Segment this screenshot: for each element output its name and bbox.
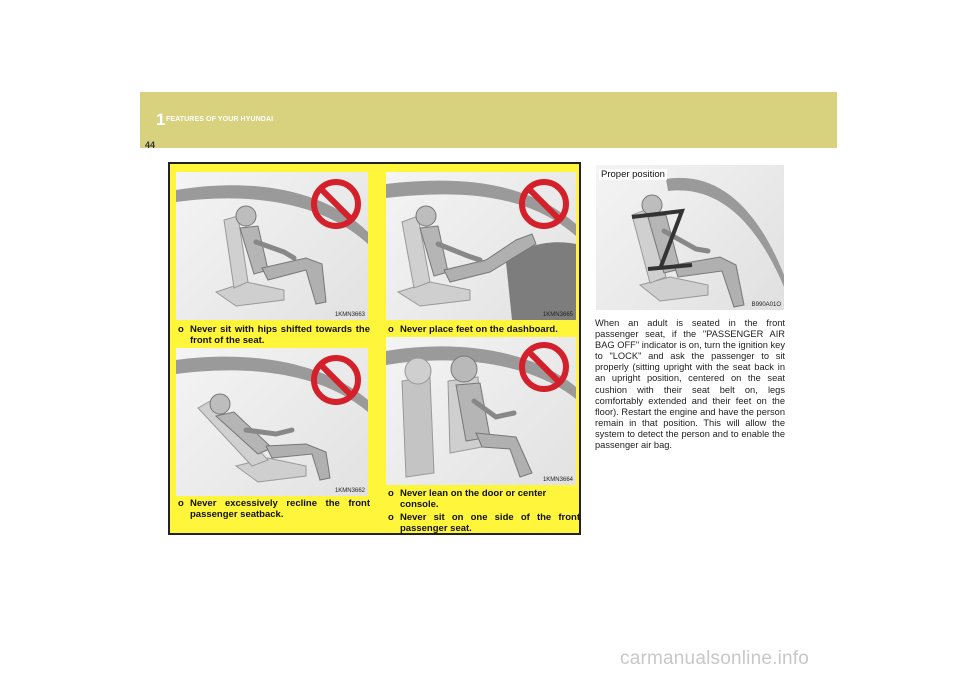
bullet-marker: o xyxy=(178,498,184,509)
page-number: 44 xyxy=(145,140,156,150)
illustration-proper-position xyxy=(596,165,784,310)
prohibited-icon xyxy=(310,354,362,406)
watermark: carmanualsonline.info xyxy=(620,648,810,669)
figure-code: 1KMN3665 xyxy=(542,312,573,318)
bullet-marker: o xyxy=(178,324,184,335)
prohibited-icon xyxy=(310,178,362,230)
warning-text: Never sit on one side of the front passenger seat. xyxy=(400,512,580,534)
warning-panel xyxy=(168,162,581,535)
chapter-number: 1 xyxy=(156,110,166,129)
warning-text: Never sit with hips shifted towards the front of the seat. xyxy=(190,324,370,346)
body-paragraph: When an adult is seated in the front passenger seat, if the "PASSENGER AIR BAG OFF" indicator is on, turn the ignition key to "LOCK" and ask the passenger to sit properly (sitting upright with the seat back in an upright position, centered on the seat cushion with their seat belt on, legs comfortably extended and their feet on the floor). Restart the engine and have the person remain in that position. This will allow the system to detect the person and to enable the passenger air bag. xyxy=(595,318,785,451)
figure-lean-door xyxy=(386,337,576,485)
figure-code: 1KMN3663 xyxy=(334,312,365,318)
bullet-marker: o xyxy=(388,324,394,335)
warning-text: Never lean on the door or center console. xyxy=(400,488,547,510)
bullet-marker: o xyxy=(388,488,394,499)
warning-text: Never excessively recline the front passenger seatback. xyxy=(190,498,370,520)
figure-feet-dashboard xyxy=(386,172,576,320)
figure-code: 1KMN3664 xyxy=(542,477,573,483)
figure-code: 1KMN3662 xyxy=(334,488,365,494)
figure-proper-position xyxy=(596,165,784,310)
warning-text: Never place feet on the dashboard. xyxy=(400,324,558,335)
figure-hips-shifted xyxy=(176,172,368,320)
prohibited-icon xyxy=(518,341,570,393)
figure-caption: Proper position xyxy=(601,169,665,180)
prohibited-icon xyxy=(518,178,570,230)
figure-recline xyxy=(176,348,368,496)
chapter-title: FEATURES OF YOUR HYUNDAI xyxy=(166,116,274,123)
bullet-marker: o xyxy=(388,512,394,523)
figure-code: B990A01O xyxy=(751,302,781,308)
